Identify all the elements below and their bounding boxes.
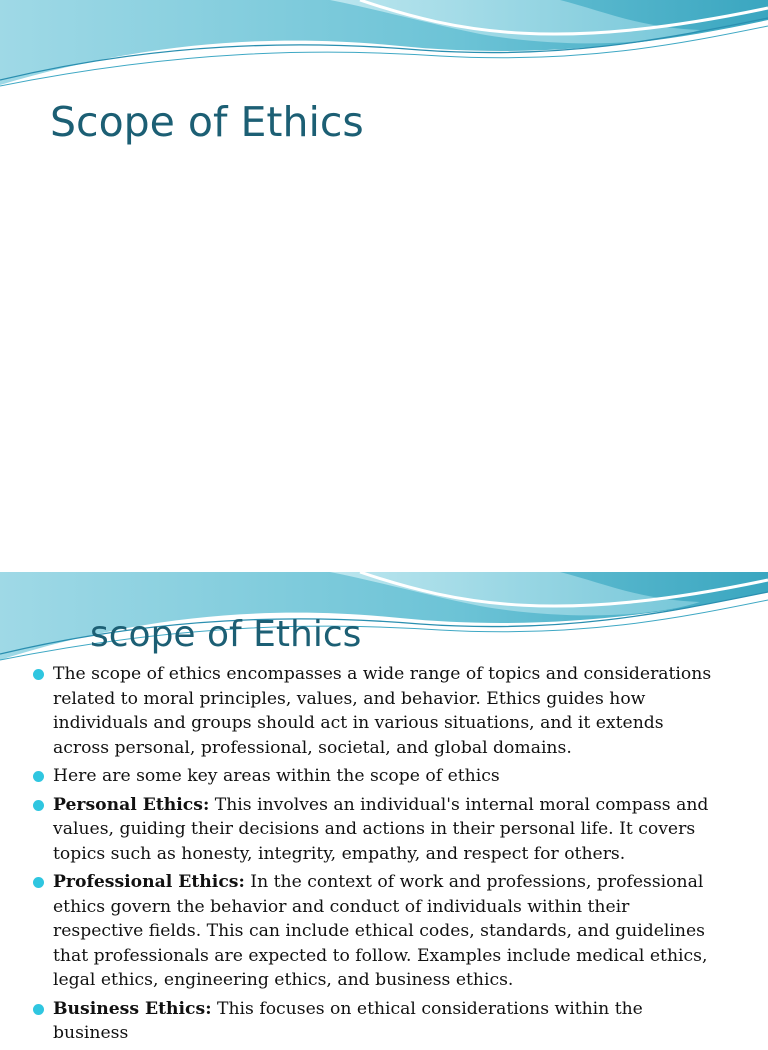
bullet-term: Professional Ethics: [53, 872, 245, 892]
list-item [0, 662, 768, 760]
bullet-dot-icon [33, 1004, 44, 1015]
slide-1-title: Scope of Ethics [50, 98, 364, 146]
bullet-text: This involves an individual's internal moral compass and values, guiding their decisions and actions in their personal life. It covers topics such as honesty, integrity, empathy, and respect for others. [53, 794, 709, 864]
slide-2-title: scope of Ethics [90, 614, 362, 655]
bullet-list [0, 662, 768, 1050]
bullet-dot-icon [33, 771, 44, 782]
list-item [0, 997, 768, 1046]
bullet-dot-icon [33, 877, 44, 888]
bullet-text: This focuses on ethical considerations within the business [53, 998, 643, 1043]
list-item [0, 793, 768, 867]
list-item [0, 764, 768, 789]
bullet-dot-icon [33, 800, 44, 811]
header-swoosh-decoration [0, 0, 768, 95]
list-item [0, 870, 768, 993]
slide-2 [0, 572, 768, 1043]
bullet-text: Here are some key areas within the scope of ethics [53, 766, 500, 786]
bullet-text: The scope of ethics encompasses a wide range of topics and considerations related to moral principles, values, and behavior. Ethics guides how individuals and groups should act in various situations, and it extends across personal, professional, societal, and global domains. [53, 664, 712, 758]
bullet-text: In the context of work and professions, professional ethics govern the behavior and conduct of individuals within their respective fields. This can include ethical codes, standards, and guidelines that professionals are expected to follow. Examples include medical ethics, legal ethics, engineering ethics, and business ethics. [53, 872, 708, 990]
bullet-term: Personal Ethics: [53, 794, 210, 815]
bullet-dot-icon [33, 669, 44, 680]
bullet-term: Business Ethics: [53, 998, 212, 1019]
